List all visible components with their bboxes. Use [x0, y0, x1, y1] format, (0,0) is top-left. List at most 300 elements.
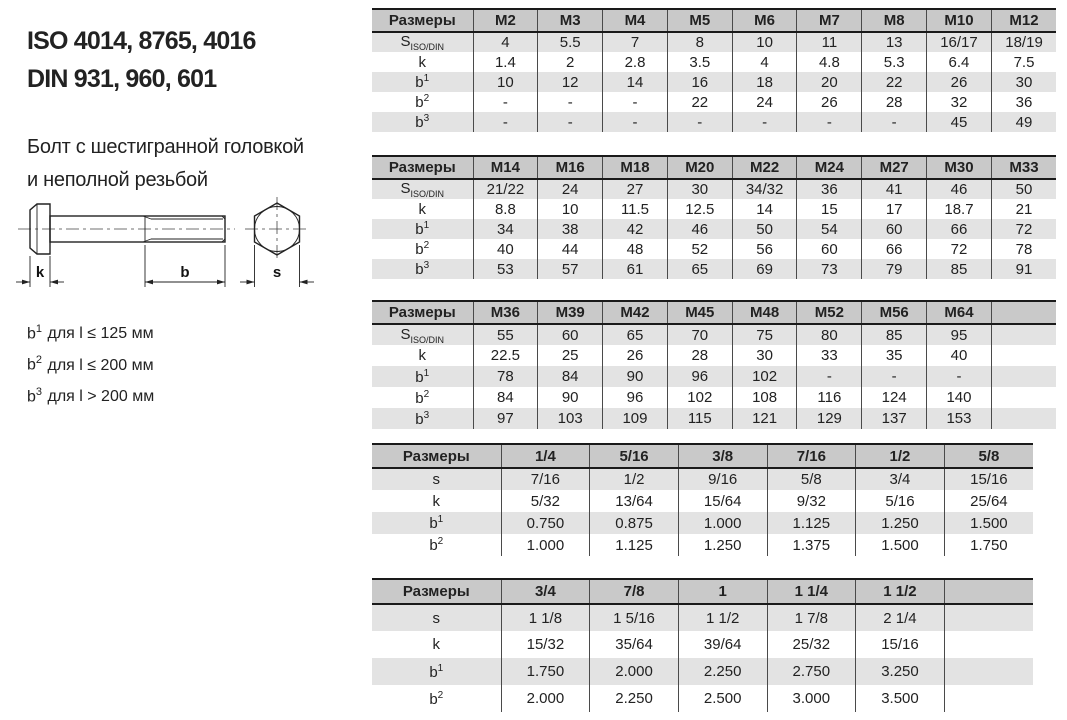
- table-cell: 13/64: [590, 490, 679, 512]
- table-cell: 20: [797, 72, 862, 92]
- table-cell: 18/19: [991, 32, 1056, 52]
- size-column-header: [991, 301, 1056, 324]
- table-row: [372, 179, 1056, 199]
- table-cell: 102: [732, 366, 797, 387]
- size-column-header: M18: [603, 156, 668, 179]
- table-cell: 65: [667, 259, 732, 279]
- table-cell: -: [538, 92, 603, 112]
- spec-table-m2-m12: [372, 8, 1056, 132]
- table-cell: -: [603, 92, 668, 112]
- table-cell: 49: [991, 112, 1056, 132]
- table-cell: 3.500: [856, 685, 945, 712]
- table-cell: 14: [603, 72, 668, 92]
- table-cell: 75: [732, 324, 797, 345]
- subtitle-line-1: Болт с шестигранной головкой: [27, 136, 304, 158]
- size-column-header: M3: [538, 9, 603, 32]
- table-cell: 72: [927, 239, 992, 259]
- table-row: [372, 631, 1033, 658]
- table-row: [372, 387, 1056, 408]
- table-cell: 52: [667, 239, 732, 259]
- row-label: k: [432, 492, 441, 510]
- table-cell: 4.8: [797, 52, 862, 72]
- table-cell: -: [667, 112, 732, 132]
- row-label: $b^1$: [415, 220, 430, 238]
- table-cell: 1.125: [590, 534, 679, 556]
- size-column-header: M39: [538, 301, 603, 324]
- spec-table-inch-small: [372, 443, 1033, 556]
- table-cell: 26: [927, 72, 992, 92]
- table-cell: 53: [473, 259, 538, 279]
- row-label-column-header: Размеры: [372, 444, 501, 468]
- table-cell: -: [797, 366, 862, 387]
- table-row: [372, 658, 1033, 685]
- table-row: [372, 468, 1033, 490]
- table-cell: 1 5/16: [590, 604, 679, 631]
- table-cell: 22: [667, 92, 732, 112]
- table-cell: 5/8: [767, 468, 856, 490]
- table-row: [372, 512, 1033, 534]
- table-cell: 34/32: [732, 179, 797, 199]
- footnote-b1: $b^1$ для l ≤ 125 мм: [27, 323, 154, 343]
- table-cell: 1.500: [944, 512, 1033, 534]
- table-row: [372, 219, 1056, 239]
- table-cell: 12: [538, 72, 603, 92]
- table-cell: 79: [862, 259, 927, 279]
- table-cell: 46: [927, 179, 992, 199]
- table-cell: -: [862, 366, 927, 387]
- table-cell: 85: [927, 259, 992, 279]
- table-cell: 15/32: [501, 631, 590, 658]
- row-label-column-header: Размеры: [372, 301, 473, 324]
- table-cell: 10: [732, 32, 797, 52]
- table-cell: 1 7/8: [767, 604, 856, 631]
- bolt-drawing-svg: [10, 183, 350, 313]
- row-label: $b^3$: [415, 260, 430, 278]
- dimension-k-label: k: [35, 264, 45, 281]
- size-column-header: M27: [862, 156, 927, 179]
- table-cell: 140: [927, 387, 992, 408]
- table-cell: [991, 324, 1056, 345]
- table-cell: 0.875: [590, 512, 679, 534]
- table-cell: 1.000: [678, 512, 767, 534]
- table-cell: [944, 658, 1033, 685]
- size-table-m14-m33: [372, 155, 1056, 279]
- table-cell: 72: [991, 219, 1056, 239]
- dimension-b-label: b: [180, 264, 190, 281]
- row-label-column-header: Размеры: [372, 9, 473, 32]
- size-column-header: M52: [797, 301, 862, 324]
- table-row: [372, 112, 1056, 132]
- table-cell: 50: [991, 179, 1056, 199]
- table-cell: 25/32: [767, 631, 856, 658]
- table-row: [372, 92, 1056, 112]
- size-column-header: M5: [667, 9, 732, 32]
- row-label: k: [418, 53, 426, 71]
- table-cell: 15/64: [678, 490, 767, 512]
- table-cell: -: [862, 112, 927, 132]
- table-cell: 18.7: [927, 199, 992, 219]
- size-column-header: 7/8: [590, 579, 679, 604]
- row-label: $b^2$: [429, 536, 444, 554]
- table-cell: 2: [538, 52, 603, 72]
- size-column-header: 5/16: [590, 444, 679, 468]
- table-cell: 15: [797, 199, 862, 219]
- table-cell: 44: [538, 239, 603, 259]
- row-label: $b^1$: [429, 514, 444, 532]
- header-row: [372, 156, 1056, 179]
- row-label: $b^1$: [429, 662, 444, 681]
- table-cell: 21/22: [473, 179, 538, 199]
- size-column-header: M7: [797, 9, 862, 32]
- footnotes: [27, 316, 154, 410]
- table-cell: 24: [538, 179, 603, 199]
- table-row: [372, 366, 1056, 387]
- table-cell: 78: [991, 239, 1056, 259]
- header-row: [372, 444, 1033, 468]
- table-cell: 1.250: [856, 512, 945, 534]
- table-cell: -: [797, 112, 862, 132]
- table-cell: 41: [862, 179, 927, 199]
- table-cell: [991, 345, 1056, 366]
- table-cell: 8: [667, 32, 732, 52]
- table-cell: -: [732, 112, 797, 132]
- table-cell: 7: [603, 32, 668, 52]
- table-cell: 84: [538, 366, 603, 387]
- table-cell: 103: [538, 408, 603, 429]
- table-cell: 33: [797, 345, 862, 366]
- table-cell: 2.000: [501, 685, 590, 712]
- size-column-header: [944, 579, 1033, 604]
- table-row: [372, 259, 1056, 279]
- table-cell: 90: [603, 366, 668, 387]
- table-row: [372, 32, 1056, 52]
- table-cell: 90: [538, 387, 603, 408]
- table-cell: 34: [473, 219, 538, 239]
- size-column-header: M6: [732, 9, 797, 32]
- table-cell: 1 1/8: [501, 604, 590, 631]
- table-cell: 30: [667, 179, 732, 199]
- table-cell: 78: [473, 366, 538, 387]
- table-cell: -: [603, 112, 668, 132]
- table-cell: 115: [667, 408, 732, 429]
- table-row: [372, 52, 1056, 72]
- table-cell: 21: [991, 199, 1056, 219]
- size-column-header: 3/8: [678, 444, 767, 468]
- table-cell: 1/2: [590, 468, 679, 490]
- table-row: [372, 345, 1056, 366]
- table-cell: 36: [797, 179, 862, 199]
- table-cell: 2.750: [767, 658, 856, 685]
- size-column-header: M24: [797, 156, 862, 179]
- row-label: s: [432, 609, 441, 627]
- table-cell: 96: [603, 387, 668, 408]
- row-label-column-header: Размеры: [372, 579, 501, 604]
- size-column-header: M45: [667, 301, 732, 324]
- size-column-header: M4: [603, 9, 668, 32]
- table-cell: 5.3: [862, 52, 927, 72]
- table-cell: 16: [667, 72, 732, 92]
- table-cell: -: [538, 112, 603, 132]
- table-cell: 11: [797, 32, 862, 52]
- table-cell: 50: [732, 219, 797, 239]
- table-cell: 5/16: [856, 490, 945, 512]
- table-cell: 22.5: [473, 345, 538, 366]
- table-cell: 35/64: [590, 631, 679, 658]
- row-label: $b^2$: [415, 240, 430, 258]
- table-cell: 121: [732, 408, 797, 429]
- table-cell: 13: [862, 32, 927, 52]
- row-label: $b^2$: [415, 93, 430, 111]
- table-cell: 80: [797, 324, 862, 345]
- table-cell: 96: [667, 366, 732, 387]
- table-cell: [944, 685, 1033, 712]
- size-table-m2-m12: [372, 8, 1056, 132]
- header-row: [372, 9, 1056, 32]
- table-row: [372, 490, 1033, 512]
- table-cell: 2.8: [603, 52, 668, 72]
- row-label: $b^2$: [429, 689, 444, 708]
- table-row: [372, 324, 1056, 345]
- row-label: $b^1$: [415, 73, 430, 91]
- row-label: k: [418, 200, 426, 218]
- row-label: $b^3$: [415, 113, 430, 131]
- size-table-inch-small: [372, 443, 1033, 556]
- table-cell: 1.000: [501, 534, 590, 556]
- table-cell: 1.750: [501, 658, 590, 685]
- table-cell: 69: [732, 259, 797, 279]
- table-cell: 30: [991, 72, 1056, 92]
- table-cell: [944, 631, 1033, 658]
- size-column-header: M42: [603, 301, 668, 324]
- table-cell: 65: [603, 324, 668, 345]
- spec-table-inch-large: [372, 578, 1033, 712]
- title-block: [27, 22, 304, 197]
- dimension-b: [145, 245, 225, 287]
- size-column-header: 1: [678, 579, 767, 604]
- table-row: [372, 685, 1033, 712]
- table-cell: 6.4: [927, 52, 992, 72]
- table-cell: 10: [473, 72, 538, 92]
- table-cell: 28: [862, 92, 927, 112]
- table-cell: 46: [667, 219, 732, 239]
- table-cell: [991, 408, 1056, 429]
- table-cell: 55: [473, 324, 538, 345]
- table-cell: 97: [473, 408, 538, 429]
- table-cell: 3.000: [767, 685, 856, 712]
- table-cell: 24: [732, 92, 797, 112]
- row-label: $b^3$: [415, 409, 430, 428]
- table-cell: 56: [732, 239, 797, 259]
- table-cell: 2.000: [590, 658, 679, 685]
- table-cell: 7/16: [501, 468, 590, 490]
- table-cell: 109: [603, 408, 668, 429]
- footnote-b2: $b^2$ для l ≤ 200 мм: [27, 354, 154, 374]
- table-cell: 2.500: [678, 685, 767, 712]
- subtitle-line-2: и неполной резьбой: [27, 169, 208, 191]
- size-column-header: M48: [732, 301, 797, 324]
- table-cell: 38: [538, 219, 603, 239]
- table-cell: 1 1/2: [678, 604, 767, 631]
- page-title-iso: ISO 4014, 8765, 4016: [27, 27, 256, 55]
- table-cell: 2.250: [590, 685, 679, 712]
- table-cell: 17: [862, 199, 927, 219]
- table-cell: 91: [991, 259, 1056, 279]
- table-row: [372, 72, 1056, 92]
- table-cell: [991, 366, 1056, 387]
- size-column-header: M33: [991, 156, 1056, 179]
- row-label: $S_{ISO/DIN}$: [400, 33, 445, 52]
- table-cell: 15/16: [856, 631, 945, 658]
- spec-table-m14-m33: [372, 155, 1056, 279]
- table-cell: 7.5: [991, 52, 1056, 72]
- size-column-header: M30: [927, 156, 992, 179]
- row-label: $b^2$: [415, 388, 430, 407]
- table-cell: 2.250: [678, 658, 767, 685]
- table-cell: 9/32: [767, 490, 856, 512]
- footnote-b3: $b^3$ для l > 200 мм: [27, 385, 155, 405]
- size-column-header: 3/4: [501, 579, 590, 604]
- row-label: $b^1$: [415, 367, 430, 386]
- table-cell: 1.750: [944, 534, 1033, 556]
- table-row: [372, 604, 1033, 631]
- dimension-s-label: s: [272, 264, 282, 281]
- table-row: [372, 239, 1056, 259]
- table-cell: 66: [862, 239, 927, 259]
- table-cell: 61: [603, 259, 668, 279]
- header-row: [372, 579, 1033, 604]
- table-cell: 26: [797, 92, 862, 112]
- size-column-header: 1 1/4: [767, 579, 856, 604]
- table-cell: 25: [538, 345, 603, 366]
- table-cell: 12.5: [667, 199, 732, 219]
- table-cell: 66: [927, 219, 992, 239]
- table-cell: 35: [862, 345, 927, 366]
- table-cell: 26: [603, 345, 668, 366]
- table-cell: 28: [667, 345, 732, 366]
- table-cell: 60: [797, 239, 862, 259]
- table-cell: 1.375: [767, 534, 856, 556]
- table-cell: 95: [927, 324, 992, 345]
- table-cell: 5/32: [501, 490, 590, 512]
- size-column-header: 5/8: [944, 444, 1033, 468]
- row-label: k: [432, 636, 441, 653]
- size-column-header: 1 1/2: [856, 579, 945, 604]
- table-cell: 3/4: [856, 468, 945, 490]
- table-cell: 14: [732, 199, 797, 219]
- table-cell: 2 1/4: [856, 604, 945, 631]
- size-table-inch-large: [372, 578, 1033, 712]
- size-column-header: M14: [473, 156, 538, 179]
- size-column-header: M16: [538, 156, 603, 179]
- table-cell: 60: [862, 219, 927, 239]
- table-row: [372, 408, 1056, 429]
- table-cell: 1.250: [678, 534, 767, 556]
- size-column-header: M64: [927, 301, 992, 324]
- table-cell: 11.5: [603, 199, 668, 219]
- table-cell: 1.500: [856, 534, 945, 556]
- table-cell: 4: [732, 52, 797, 72]
- table-cell: 30: [732, 345, 797, 366]
- table-cell: 40: [927, 345, 992, 366]
- size-column-header: M20: [667, 156, 732, 179]
- table-cell: [991, 387, 1056, 408]
- table-cell: -: [473, 112, 538, 132]
- row-label: $S_{ISO/DIN}$: [400, 325, 445, 345]
- table-cell: -: [473, 92, 538, 112]
- row-label: s: [432, 471, 441, 488]
- row-label: k: [418, 347, 426, 364]
- table-cell: 84: [473, 387, 538, 408]
- table-cell: 1.4: [473, 52, 538, 72]
- table-cell: 9/16: [678, 468, 767, 490]
- table-cell: 129: [797, 408, 862, 429]
- table-cell: 40: [473, 239, 538, 259]
- table-cell: 16/17: [927, 32, 992, 52]
- table-cell: 39/64: [678, 631, 767, 658]
- table-cell: 48: [603, 239, 668, 259]
- table-cell: 137: [862, 408, 927, 429]
- table-cell: 5.5: [538, 32, 603, 52]
- table-cell: 0.750: [501, 512, 590, 534]
- row-label-column-header: Размеры: [372, 156, 473, 179]
- table-cell: 18: [732, 72, 797, 92]
- size-column-header: 1/4: [501, 444, 590, 468]
- table-cell: 32: [927, 92, 992, 112]
- table-cell: 124: [862, 387, 927, 408]
- table-cell: 25/64: [944, 490, 1033, 512]
- table-cell: 70: [667, 324, 732, 345]
- table-row: [372, 534, 1033, 556]
- page-title-din: DIN 931, 960, 601: [27, 65, 217, 93]
- table-cell: 10: [538, 199, 603, 219]
- size-column-header: M56: [862, 301, 927, 324]
- table-cell: 57: [538, 259, 603, 279]
- table-cell: 45: [927, 112, 992, 132]
- bolt-technical-drawing: [10, 183, 350, 318]
- table-cell: 3.5: [667, 52, 732, 72]
- table-cell: 73: [797, 259, 862, 279]
- table-cell: 36: [991, 92, 1056, 112]
- table-cell: 4: [473, 32, 538, 52]
- table-cell: 8.8: [473, 199, 538, 219]
- table-cell: 22: [862, 72, 927, 92]
- size-column-header: M10: [927, 9, 992, 32]
- table-cell: [944, 604, 1033, 631]
- dimension-k: [16, 256, 64, 287]
- spec-table-m36-m64: [372, 300, 1056, 429]
- size-column-header: 1/2: [856, 444, 945, 468]
- table-cell: 15/16: [944, 468, 1033, 490]
- size-column-header: M12: [991, 9, 1056, 32]
- table-cell: 153: [927, 408, 992, 429]
- table-cell: 1.125: [767, 512, 856, 534]
- table-cell: 102: [667, 387, 732, 408]
- table-cell: 60: [538, 324, 603, 345]
- size-column-header: M2: [473, 9, 538, 32]
- table-cell: -: [927, 366, 992, 387]
- size-column-header: 7/16: [767, 444, 856, 468]
- size-table-m36-m64: [372, 300, 1056, 429]
- header-row: [372, 301, 1056, 324]
- table-cell: 42: [603, 219, 668, 239]
- table-cell: 27: [603, 179, 668, 199]
- table-cell: 54: [797, 219, 862, 239]
- row-label: $S_{ISO/DIN}$: [400, 180, 445, 199]
- size-column-header: M22: [732, 156, 797, 179]
- size-column-header: M8: [862, 9, 927, 32]
- table-cell: 108: [732, 387, 797, 408]
- table-cell: 116: [797, 387, 862, 408]
